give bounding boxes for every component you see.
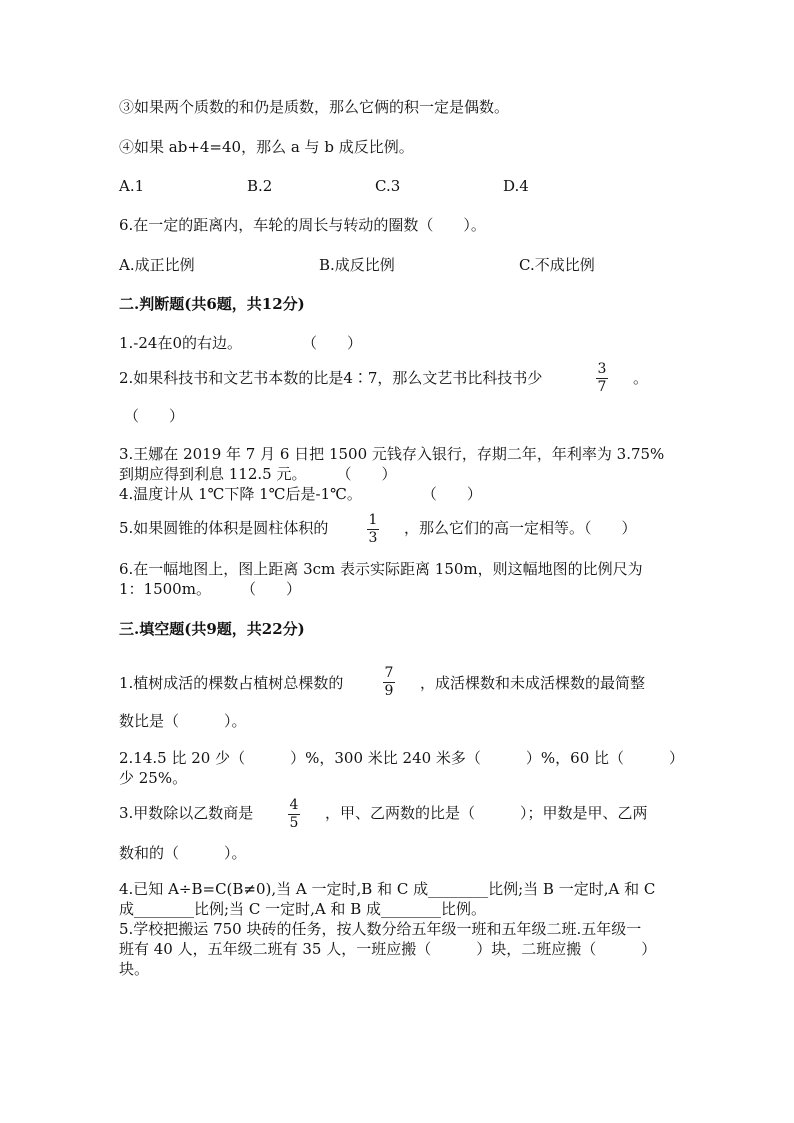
judge-q3-line2: 到期应得到利息 112.5 元。 （ ） (119, 465, 397, 483)
judge-q2-fraction (596, 362, 608, 395)
option-d: D.4 (503, 177, 529, 195)
judge-q4: 4.温度计从 1℃下降 1℃后是-1℃。 （ ） (119, 485, 482, 503)
fill-q2-line1: 2.14.5 比 20 少（ ）%，300 米比 240 米多（ ）%，60 比（ ） (119, 749, 685, 767)
fraction-numerator: 4 (289, 797, 299, 813)
fraction-denominator: 3 (368, 530, 378, 546)
judge-q6-line1: 6.在一幅地图上，图上距离 3cm 表示实际距离 150m，则这幅地图的比例尺为 (119, 560, 643, 578)
option-a: A.1 (119, 177, 145, 195)
fraction-denominator: 9 (384, 683, 394, 699)
fill-q5-line2: 班有 40 人，五年级二班有 35 人，一班应搬（ ）块，二班应搬（ ） (119, 940, 657, 958)
fill-q4-line1: 4.已知 A÷B=C(B≠0),当 A 一定时,B 和 C 成________比例;当 B 一定时,A 和 C (119, 880, 656, 898)
fill-q3-tail: ，甲、乙两数的比是（ ）；甲数是甲、乙两 (325, 804, 648, 822)
fill-q3-fraction (288, 798, 300, 831)
judge-q3-line1: 3.王娜在 2019 年 7 月 6 日把 1500 元钱存入银行，存期二年，年利率为 3.75% (119, 445, 665, 463)
fraction-numerator: 3 (597, 361, 607, 377)
fill-q3-text: 3.甲数除以乙数商是 (119, 804, 254, 822)
section-2-heading: 二.判断题(共6题，共12分) (119, 295, 305, 313)
fraction-denominator: 5 (289, 815, 299, 831)
judge-q6-line2: 1：1500m。 （ ） (119, 580, 301, 598)
section-3-heading: 三.填空题(共9题，共22分) (119, 620, 305, 638)
judge-q1: 1.-24在0的右边。 （ ） (119, 334, 363, 352)
statement-4: ④如果 ab+4=40，那么 a 与 b 成反比例。 (119, 138, 414, 156)
option-b: B.2 (247, 177, 273, 195)
option-c: C.3 (375, 177, 401, 195)
question-6: 6.在一定的距离内，车轮的周长与转动的圈数（ ）。 (119, 216, 486, 234)
q6-option-c: C.不成比例 (519, 256, 595, 274)
fraction-numerator: 1 (368, 512, 378, 528)
fill-q1-text: 1.植树成活的棵数占植树总棵数的 (119, 674, 344, 692)
fraction-numerator: 7 (384, 665, 394, 681)
fill-q1-line2: 数比是（ ）。 (119, 712, 247, 730)
q6-option-b: B.成反比例 (319, 256, 395, 274)
fill-q5-line3: 块。 (119, 960, 150, 978)
fill-q4-line2: 成________比例;当 C 一定时,A 和 B 成________比例。 (119, 900, 486, 918)
judge-q2-text: 2.如果科技书和文艺书本数的比是4∶7，那么文艺书比科技书少 (119, 369, 543, 387)
judge-q5-fraction (367, 513, 379, 546)
fill-q1-tail: ，成活棵数和未成活棵数的最简整 (420, 674, 646, 692)
fill-q5-line1: 5.学校把搬运 750 块砖的任务，按人数分给五年级一班和五年级二班.五年级一 (119, 920, 642, 938)
statement-3: ③如果两个质数的和仍是质数，那么它俩的积一定是偶数。 (119, 98, 510, 116)
fraction-denominator: 7 (597, 379, 607, 395)
fill-q1-fraction (383, 666, 395, 699)
q6-option-a: A.成正比例 (119, 256, 195, 274)
judge-q2-paren: （ ） (124, 407, 185, 425)
judge-q2-tail: 。 (633, 369, 649, 387)
fill-q3-line2: 数和的（ ）。 (119, 844, 247, 862)
judge-q5-text: 5.如果圆锥的体积是圆柱体积的 (119, 519, 329, 537)
fill-q2-line2: 少 25%。 (119, 769, 188, 787)
judge-q5-tail: ，那么它们的高一定相等。（ ） (404, 519, 637, 537)
